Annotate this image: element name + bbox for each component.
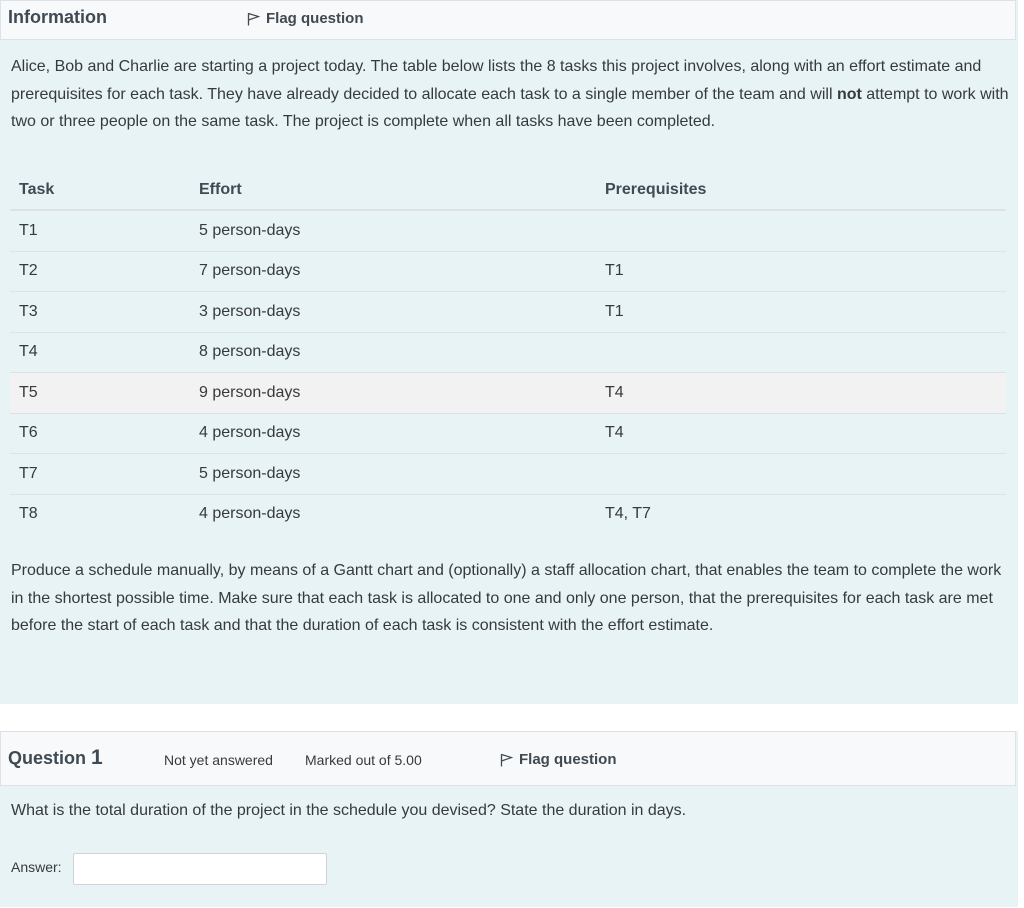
intro-text-part1: Alice, Bob and Charlie are starting a project today. The table below lists the 8 tasks this project involves, along with an effort estimate and prerequisites for each task. They have already decided to allocate each task to a single member of the team and will — [11, 58, 982, 103]
prereq-cell: T1 — [596, 292, 1006, 333]
effort-cell: 9 person-days — [190, 373, 596, 414]
information-title: Information — [8, 7, 107, 27]
table-row — [10, 332, 1006, 373]
intro-text-bold: not — [836, 85, 862, 103]
effort-cell: 4 person-days — [190, 413, 596, 454]
table-row — [10, 413, 1006, 454]
tasks-table — [10, 170, 1006, 534]
header-prerequisites: Prerequisites — [596, 170, 1006, 210]
question-label: Question — [8, 748, 87, 768]
table-row — [10, 454, 1006, 495]
prereq-cell: T4 — [596, 373, 1006, 414]
flag-question-link[interactable] — [247, 10, 364, 27]
table-row — [10, 210, 1006, 251]
flag-question-label: Flag question — [266, 10, 364, 27]
question-text: What is the total duration of the project in the schedule you devised? State the duration in days. — [11, 802, 687, 819]
task-cell: T1 — [10, 210, 190, 251]
prereq-cell — [596, 210, 1006, 251]
header-effort: Effort — [190, 170, 596, 210]
question-title — [8, 746, 103, 770]
task-cell: T6 — [10, 413, 190, 454]
question-number: 1 — [91, 746, 103, 769]
task-cell: T4 — [10, 332, 190, 373]
question-marks: Marked out of 5.00 — [305, 752, 422, 768]
flag-icon — [247, 12, 260, 26]
question-flag-label: Flag question — [519, 751, 617, 768]
table-row — [10, 292, 1006, 333]
effort-cell: 5 person-days — [190, 454, 596, 495]
table-row — [10, 251, 1006, 292]
prereq-cell: T4, T7 — [596, 494, 1006, 534]
answer-label: Answer: — [11, 859, 62, 875]
prereq-cell — [596, 332, 1006, 373]
answer-input[interactable] — [73, 853, 327, 885]
effort-cell: 8 person-days — [190, 332, 596, 373]
table-header-row — [10, 170, 1006, 210]
instructions-text: Produce a schedule manually, by means of a Gantt chart and (optionally) a staff allocation chart, that enables the team to complete the work in the shortest possible time. Make sure that each task is allocated to one and only one person, that the prerequisites for each task are met before the start of each task and that the duration of each task is consistent with the effort estimate. — [11, 562, 1002, 634]
prereq-cell — [596, 454, 1006, 495]
information-header — [0, 0, 1016, 40]
prereq-cell: T1 — [596, 251, 1006, 292]
question-block — [0, 731, 1018, 907]
intro-text — [11, 53, 1011, 136]
task-cell: T5 — [10, 373, 190, 414]
header-task: Task — [10, 170, 190, 210]
question-flag-link[interactable] — [500, 751, 617, 768]
effort-cell: 5 person-days — [190, 210, 596, 251]
effort-cell: 3 person-days — [190, 292, 596, 333]
question-header — [0, 731, 1016, 786]
effort-cell: 7 person-days — [190, 251, 596, 292]
question-status: Not yet answered — [164, 752, 273, 768]
effort-cell: 4 person-days — [190, 494, 596, 534]
task-cell: T8 — [10, 494, 190, 534]
table-row-highlighted — [10, 373, 1006, 414]
table-row — [10, 494, 1006, 534]
prereq-cell: T4 — [596, 413, 1006, 454]
intro-text-part2: attempt to work with two or three people on the same task. The project is complete when all tasks have been completed. — [11, 85, 1009, 130]
task-cell: T7 — [10, 454, 190, 495]
task-cell: T3 — [10, 292, 190, 333]
task-cell: T2 — [10, 251, 190, 292]
flag-icon — [500, 753, 513, 767]
